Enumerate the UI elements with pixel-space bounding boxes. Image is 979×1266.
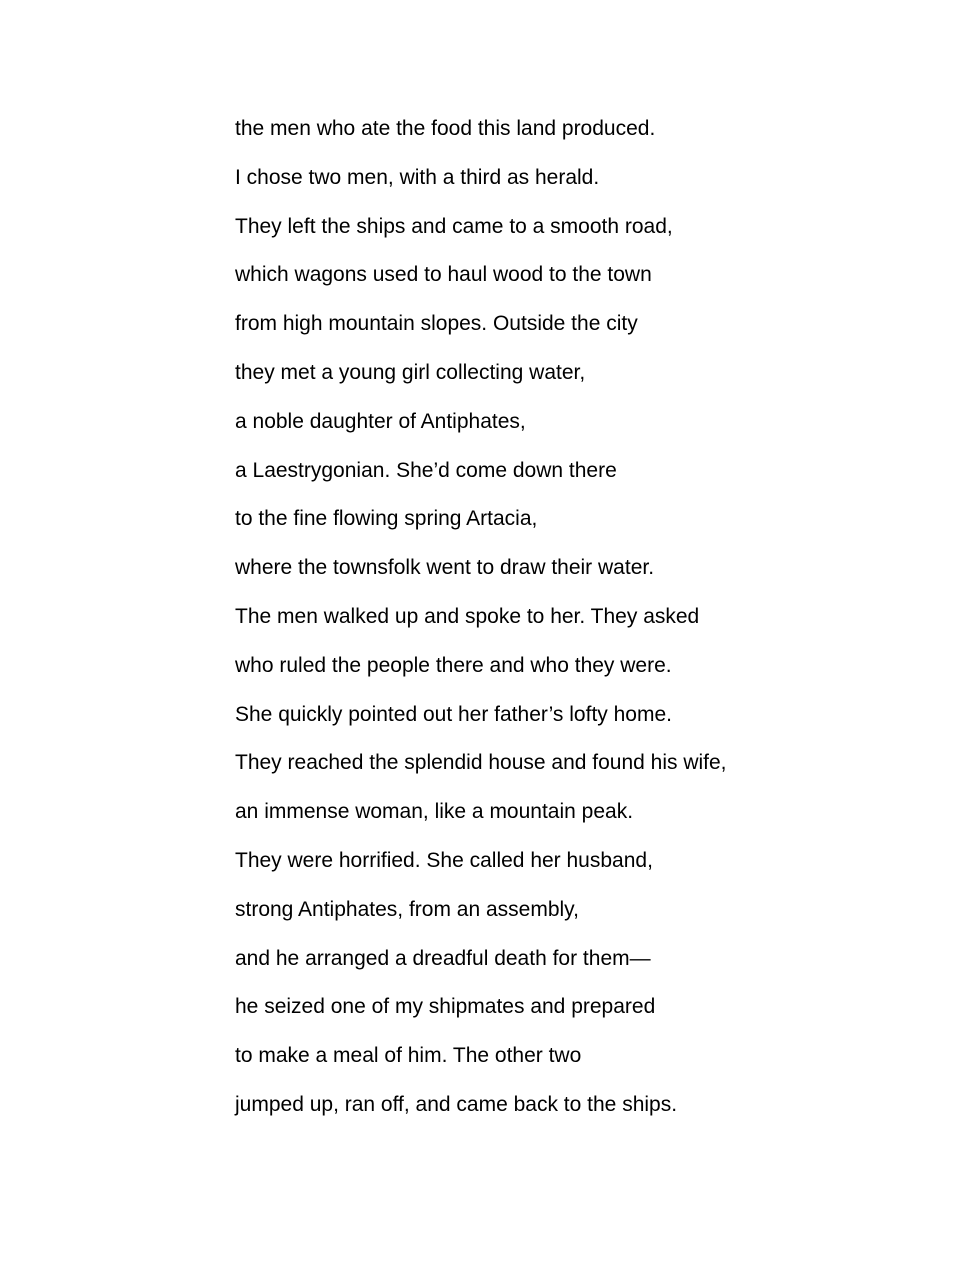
poem-line: and he arranged a dreadful death for them— bbox=[235, 946, 651, 970]
poem-line: the men who ate the food this land produced. bbox=[235, 117, 656, 140]
poem-line: They left the ships and came to a smooth road, bbox=[235, 214, 673, 238]
poem-line: he seized one of my shipmates and prepared bbox=[235, 995, 656, 1019]
poem-line: jumped up, ran off, and came back to the ships. bbox=[235, 1092, 678, 1116]
poem-line: where the townsfolk went to draw their water. bbox=[235, 556, 655, 580]
poem-line: a Laestrygonian. She’d come down there bbox=[235, 458, 617, 482]
poem-line: to make a meal of him. The other two bbox=[235, 1044, 582, 1068]
poem-line: an immense woman, like a mountain peak. bbox=[235, 800, 634, 824]
poem-line: they met a young girl collecting water, bbox=[235, 360, 586, 384]
poem-line: which wagons used to haul wood to the town bbox=[235, 263, 652, 287]
poem-line: strong Antiphates, from an assembly, bbox=[235, 897, 579, 921]
poem-line: to the fine flowing spring Artacia, bbox=[235, 507, 538, 531]
poem-line: who ruled the people there and who they were. bbox=[235, 653, 672, 677]
poem-line: from high mountain slopes. Outside the city bbox=[235, 312, 638, 336]
poem-line: She quickly pointed out her father’s lofty home. bbox=[235, 702, 672, 726]
poem-line: The men walked up and spoke to her. They asked bbox=[235, 604, 700, 628]
poem-line: a noble daughter of Antiphates, bbox=[235, 409, 526, 433]
poem-line: They were horrified. She called her husband, bbox=[235, 848, 653, 872]
poem-line: I chose two men, with a third as herald. bbox=[235, 165, 600, 189]
poem-text bbox=[235, 113, 935, 1138]
poem-line: They reached the splendid house and found his wife, bbox=[235, 751, 727, 775]
